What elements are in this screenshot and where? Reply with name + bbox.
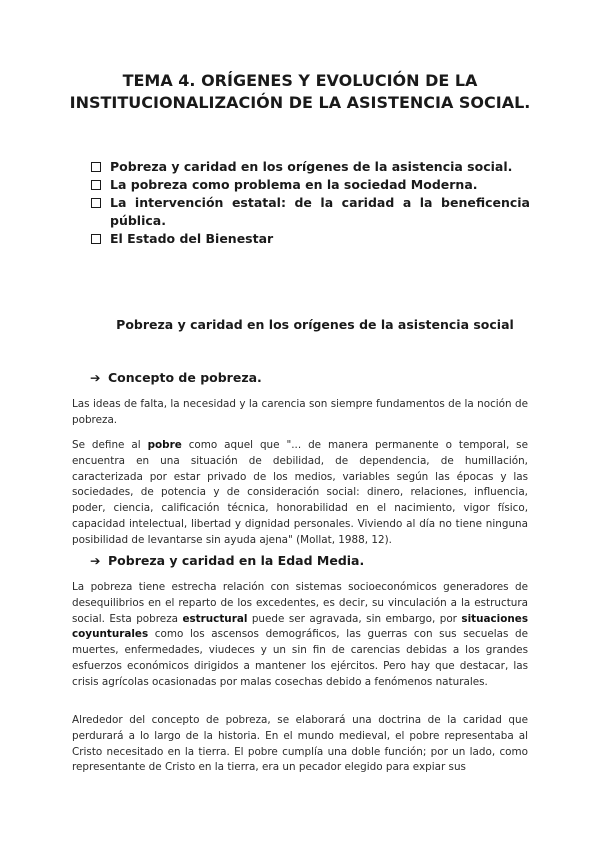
bold-term: pobre <box>147 439 182 451</box>
paragraph-3: La pobreza tiene estrecha relación con sistemas socioeconómicos generadores de desequilibrios en el reparto de los excedentes, es decir, su vinculación a la estructura social. Esta pobreza estructural puede ser agravada, sin embargo, por situaciones coyunturales como los ascensos demográficos, las guerras con sus secuelas de muertes, enfermedades, viudeces y un sin fin de carencias debidas a los grandes esfuerzos económicos dirigidos a mantener los ejércitos. Pero hay que destacar, las crisis agrícolas ocasionadas por malas cosechas debido a fenómenos naturales. <box>72 581 529 688</box>
title-line-2: INSTITUCIONALIZACIÓN DE LA ASISTENCIA SOCIAL. <box>69 93 531 112</box>
page-title <box>60 70 540 114</box>
toc-item: El Estado del Bienestar <box>90 230 530 248</box>
paragraph-1: Las ideas de falta, la necesidad y la carencia son siempre fundamentos de la noción de pobreza. <box>72 398 528 426</box>
checkbox-bullet-icon <box>91 234 101 244</box>
bold-term: estructural <box>182 612 248 625</box>
section-title: Pobreza y caridad en los orígenes de la asistencia social <box>116 317 514 332</box>
subheading-edad-media: ➔ Pobreza y caridad en la Edad Media. <box>90 553 365 568</box>
title-line-1: TEMA 4. ORÍGENES Y EVOLUCIÓN DE LA <box>122 71 478 90</box>
checkbox-bullet-icon <box>91 162 101 172</box>
checkbox-bullet-icon <box>91 180 101 190</box>
toc-item: Pobreza y caridad en los orígenes de la asistencia social. <box>90 158 530 176</box>
paragraph-4: Alrededor del concepto de pobreza, se elaborará una doctrina de la caridad que perdurará a lo largo de la historia. En el mundo medieval, el pobre representaba al Cristo necesitado en la tierra. El pobre cumplía una doble función; por un lado, como representante de Cristo en la tierra, era un pecador elegido para expiar sus <box>72 714 528 774</box>
arrow-right-icon: ➔ <box>90 370 101 385</box>
toc-item: La pobreza como problema en la sociedad Moderna. <box>90 176 530 194</box>
subheading-concepto: ➔ Concepto de pobreza. <box>90 370 262 385</box>
toc-item: La intervención estatal: de la caridad a la beneficencia pública. <box>90 194 530 230</box>
paragraph-2: Se define al pobre como aquel que "... de manera permanente o temporal, se encuentra en una situación de debilidad, de dependencia, de humillación, caracterizada por estar privado de los medios, variables según las épocas y las sociedades, de potencia y de consideración social: dinero, relaciones, influencia, poder, ciencia, calificación técnica, honorabilidad en el nacimiento, vigor físico, capacidad intelectual, libertad y dignidad personales. Viviendo al día no tiene ninguna posibilidad de levantarse sin ayuda ajena" (Mollat, 1988, 12). <box>72 439 528 546</box>
bold-term: situaciones coyunturales <box>72 612 529 641</box>
arrow-right-icon: ➔ <box>90 553 101 568</box>
checkbox-bullet-icon <box>91 198 101 208</box>
table-of-contents <box>90 158 530 248</box>
